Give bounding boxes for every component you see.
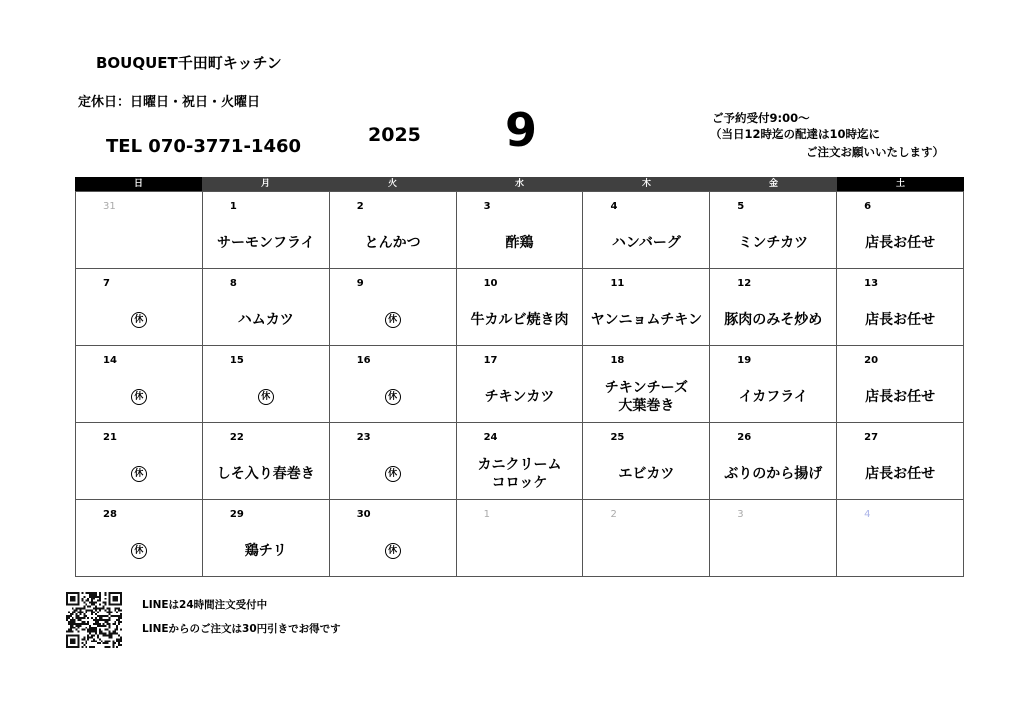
calendar-day	[330, 269, 457, 346]
calendar-day	[203, 269, 330, 346]
calendar-day	[203, 500, 330, 577]
reservation-note-1: ご予約受付9:00～	[712, 111, 810, 125]
calendar-day	[710, 500, 837, 577]
menu-item: 店長お任せ	[865, 312, 936, 328]
day-number: 12	[737, 278, 752, 289]
holiday-marker	[330, 530, 456, 572]
menu-item	[76, 222, 202, 264]
calendar-day	[330, 192, 457, 269]
line-note-2: LINEからのご注文は30円引きでお得です	[142, 623, 341, 635]
day-number: 27	[864, 432, 879, 443]
menu-item	[837, 530, 963, 572]
calendar-day	[457, 192, 584, 269]
calendar-day	[330, 346, 457, 423]
calendar-day	[837, 269, 964, 346]
calendar-day	[76, 269, 203, 346]
day-number: 11	[610, 278, 625, 289]
day-number: 4	[610, 201, 618, 212]
menu-item: とんかつ	[364, 235, 421, 251]
calendar-month: 9	[505, 103, 538, 157]
calendar-day	[457, 346, 584, 423]
day-number: 15	[229, 355, 244, 366]
day-number: 6	[864, 201, 872, 212]
holiday-icon: 休	[258, 389, 274, 405]
day-number: 10	[483, 278, 498, 289]
calendar-day	[457, 423, 584, 500]
calendar-day	[76, 192, 203, 269]
reservation-note-3: ご注文お願いいたします）	[806, 145, 944, 159]
menu-item: チキンカツ	[484, 389, 555, 405]
calendar-day	[76, 346, 203, 423]
menu-item: 鶏チリ	[244, 543, 287, 559]
holiday-marker	[330, 299, 456, 341]
day-number: 31	[103, 201, 116, 212]
day-number: 4	[864, 509, 871, 520]
day-number: 13	[864, 278, 879, 289]
day-number: 18	[610, 355, 625, 366]
menu-item: 店長お任せ	[865, 389, 936, 405]
day-number: 9	[356, 278, 364, 289]
day-number: 3	[483, 201, 491, 212]
holiday-icon: 休	[131, 543, 147, 559]
holiday-icon: 休	[385, 543, 401, 559]
day-number: 25	[610, 432, 625, 443]
menu-item: カニクリーム コロッケ	[477, 457, 562, 491]
day-number: 14	[103, 355, 117, 366]
menu-item: 店長お任せ	[865, 235, 936, 251]
menu-item: ハムカツ	[237, 312, 294, 328]
holiday-marker	[330, 376, 456, 418]
shop-name: BOUQUET千田町キッチン	[96, 54, 282, 72]
weekday-label: 火	[329, 177, 456, 191]
line-note-1: LINEは24時間注文受付中	[142, 599, 268, 611]
calendar-week	[76, 346, 964, 423]
menu-item: 牛カルビ焼き肉	[470, 312, 569, 328]
calendar-year: 2025	[368, 124, 421, 146]
holiday-marker	[76, 453, 202, 495]
calendar-day	[76, 423, 203, 500]
day-number: 2	[356, 201, 364, 212]
day-number: 5	[737, 201, 745, 212]
day-number: 24	[483, 432, 498, 443]
telephone-number[interactable]: TEL 070-3771-1460	[106, 136, 302, 157]
calendar-day	[330, 423, 457, 500]
calendar-day	[330, 500, 457, 577]
calendar-day	[583, 346, 710, 423]
day-number: 22	[229, 432, 244, 443]
holiday-marker	[203, 376, 329, 418]
menu-item: イカフライ	[738, 389, 808, 405]
day-number: 19	[737, 355, 752, 366]
menu-item	[583, 530, 709, 572]
holiday-icon: 休	[385, 389, 401, 405]
weekday-label: 土	[837, 177, 964, 191]
menu-item: ミンチカツ	[738, 235, 809, 251]
calendar-grid	[75, 191, 964, 577]
day-number: 28	[103, 509, 117, 520]
menu-item: 豚肉のみそ炒め	[724, 312, 823, 328]
weekday-label: 金	[710, 177, 837, 191]
weekday-label: 木	[583, 177, 710, 191]
day-number: 7	[103, 278, 110, 289]
day-number: 26	[737, 432, 752, 443]
calendar-day	[203, 346, 330, 423]
holiday-icon: 休	[385, 466, 401, 482]
calendar-day	[457, 500, 584, 577]
calendar-day	[837, 500, 964, 577]
day-number: 17	[483, 355, 498, 366]
day-number: 1	[483, 509, 490, 520]
menu-item: エビカツ	[618, 466, 675, 482]
day-number: 8	[229, 278, 237, 289]
closed-days: 定休日：日曜日・祝日・火曜日	[78, 95, 261, 110]
holiday-marker	[330, 453, 456, 495]
calendar-day	[457, 269, 584, 346]
weekday-header	[75, 177, 964, 191]
weekday-label: 日	[75, 177, 202, 191]
holiday-icon: 休	[131, 389, 147, 405]
menu-item: ヤンニョムチキン	[590, 312, 703, 328]
calendar-week	[76, 269, 964, 346]
holiday-marker	[76, 530, 202, 572]
calendar-day	[837, 192, 964, 269]
calendar-week	[76, 500, 964, 577]
day-number: 21	[103, 432, 117, 443]
calendar-week	[76, 423, 964, 500]
calendar-day	[837, 423, 964, 500]
calendar-day	[710, 346, 837, 423]
menu-item: ぶりのから揚げ	[724, 466, 823, 482]
day-number: 20	[864, 355, 879, 366]
calendar-day	[583, 423, 710, 500]
qr-code-icon[interactable]	[66, 592, 122, 648]
calendar-day	[583, 269, 710, 346]
reservation-note-2: （当日12時迄の配達は10時迄に	[710, 127, 881, 141]
calendar-week	[76, 192, 964, 269]
day-number: 23	[356, 432, 371, 443]
menu-item: 酢鶏	[505, 235, 534, 251]
menu-item	[457, 530, 583, 572]
calendar-day	[837, 346, 964, 423]
calendar-day	[203, 192, 330, 269]
day-number: 2	[610, 509, 617, 520]
day-number: 29	[229, 509, 244, 520]
holiday-icon: 休	[385, 312, 401, 328]
calendar-day	[203, 423, 330, 500]
calendar-day	[710, 423, 837, 500]
calendar-day	[710, 269, 837, 346]
menu-item	[710, 530, 836, 572]
menu-item: しそ入り春巻き	[216, 466, 315, 482]
day-number: 16	[356, 355, 371, 366]
day-number: 1	[229, 201, 237, 212]
weekday-label: 水	[456, 177, 583, 191]
day-number: 3	[737, 509, 744, 520]
calendar-day	[76, 500, 203, 577]
menu-item: ハンバーグ	[611, 235, 681, 251]
menu-item: チキンチーズ 大葉巻き	[604, 380, 688, 414]
holiday-marker	[76, 299, 202, 341]
weekday-label: 月	[202, 177, 329, 191]
holiday-marker	[76, 376, 202, 418]
calendar-day	[583, 192, 710, 269]
calendar-day	[710, 192, 837, 269]
menu-item: 店長お任せ	[865, 466, 936, 482]
calendar-day	[583, 500, 710, 577]
menu-item: サーモンフライ	[216, 235, 315, 251]
holiday-icon: 休	[131, 466, 147, 482]
menu-calendar	[75, 177, 964, 577]
day-number: 30	[356, 509, 371, 520]
holiday-icon: 休	[131, 312, 147, 328]
